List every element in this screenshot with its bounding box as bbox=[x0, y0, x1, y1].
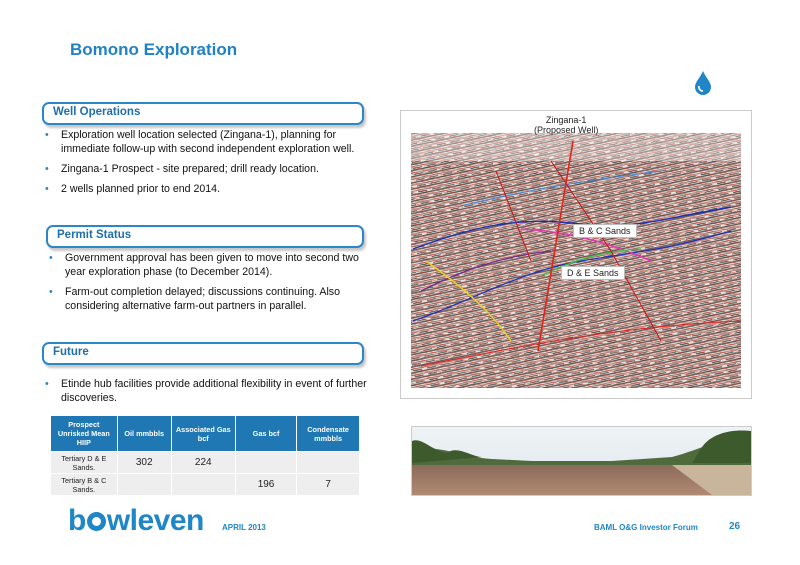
list-item: • Government approval has been given to move into second two year exploration phase (to December 2014). bbox=[46, 251, 371, 279]
permit-status-label: Permit Status bbox=[57, 229, 132, 241]
page-title: Bomono Exploration bbox=[70, 40, 238, 59]
water-drop-icon bbox=[693, 70, 713, 96]
table-header: Oil mmbbls bbox=[117, 416, 171, 452]
well-operations-header bbox=[42, 102, 364, 125]
site-photo bbox=[411, 426, 752, 496]
logo-prefix: b bbox=[68, 504, 86, 537]
footer-event: BAML O&G Investor Forum bbox=[594, 523, 698, 532]
table-row bbox=[51, 452, 360, 474]
well-label-note: (Proposed Well) bbox=[534, 125, 599, 135]
list-item: • Zingana-1 Prospect - site prepared; drill ready location. bbox=[42, 162, 377, 176]
table-header: Condensate mmbbls bbox=[297, 416, 360, 452]
list-item: • 2 wells planned prior to end 2014. bbox=[42, 182, 377, 196]
list-item: • Etinde hub facilities provide additional flexibility in event of further discoveries. bbox=[42, 377, 377, 405]
well-operations-list bbox=[42, 128, 377, 202]
logo-suffix: wleven bbox=[106, 504, 204, 537]
table-cell bbox=[235, 452, 296, 474]
list-item: • Farm-out completion delayed; discussions continuing. Also considering alternative farm-out partners in parallel. bbox=[46, 285, 371, 313]
table-cell: 302 bbox=[117, 452, 171, 474]
future-label: Future bbox=[53, 346, 89, 358]
seismic-image bbox=[401, 111, 751, 398]
bowleven-logo bbox=[68, 504, 204, 538]
bc-sands-label: B & C Sands bbox=[573, 224, 637, 238]
page-number: 26 bbox=[729, 521, 741, 532]
table-cell bbox=[171, 474, 235, 496]
table-header: Associated Gas bcf bbox=[171, 416, 235, 452]
table-cell: 224 bbox=[171, 452, 235, 474]
well-label-name: Zingana-1 bbox=[545, 115, 587, 125]
well-operations-label: Well Operations bbox=[53, 106, 141, 118]
future-header bbox=[42, 342, 364, 365]
footer-date: APRIL 2013 bbox=[222, 523, 266, 532]
table-header: Prospect Unrisked Mean HIIP bbox=[51, 416, 118, 452]
table-cell: Tertiary D & E Sands. bbox=[51, 452, 118, 474]
panorama-image bbox=[412, 427, 751, 495]
well-label bbox=[529, 114, 603, 136]
resource-table bbox=[50, 415, 360, 496]
table-cell: 7 bbox=[297, 474, 360, 496]
de-sands-label: D & E Sands bbox=[561, 266, 625, 280]
table-header-row bbox=[51, 416, 360, 452]
table-row bbox=[51, 474, 360, 496]
table-cell: Tertiary B & C Sands. bbox=[51, 474, 118, 496]
table-cell bbox=[297, 452, 360, 474]
permit-status-header bbox=[46, 225, 364, 248]
table-header: Gas bcf bbox=[235, 416, 296, 452]
seismic-section bbox=[400, 110, 752, 399]
future-list bbox=[42, 377, 377, 411]
table-cell bbox=[117, 474, 171, 496]
permit-status-list bbox=[46, 251, 371, 319]
logo-o-mark bbox=[87, 512, 106, 531]
table-cell: 196 bbox=[235, 474, 296, 496]
list-item: • Exploration well location selected (Zingana-1), planning for immediate follow-up with second independent exploration well. bbox=[42, 128, 377, 156]
